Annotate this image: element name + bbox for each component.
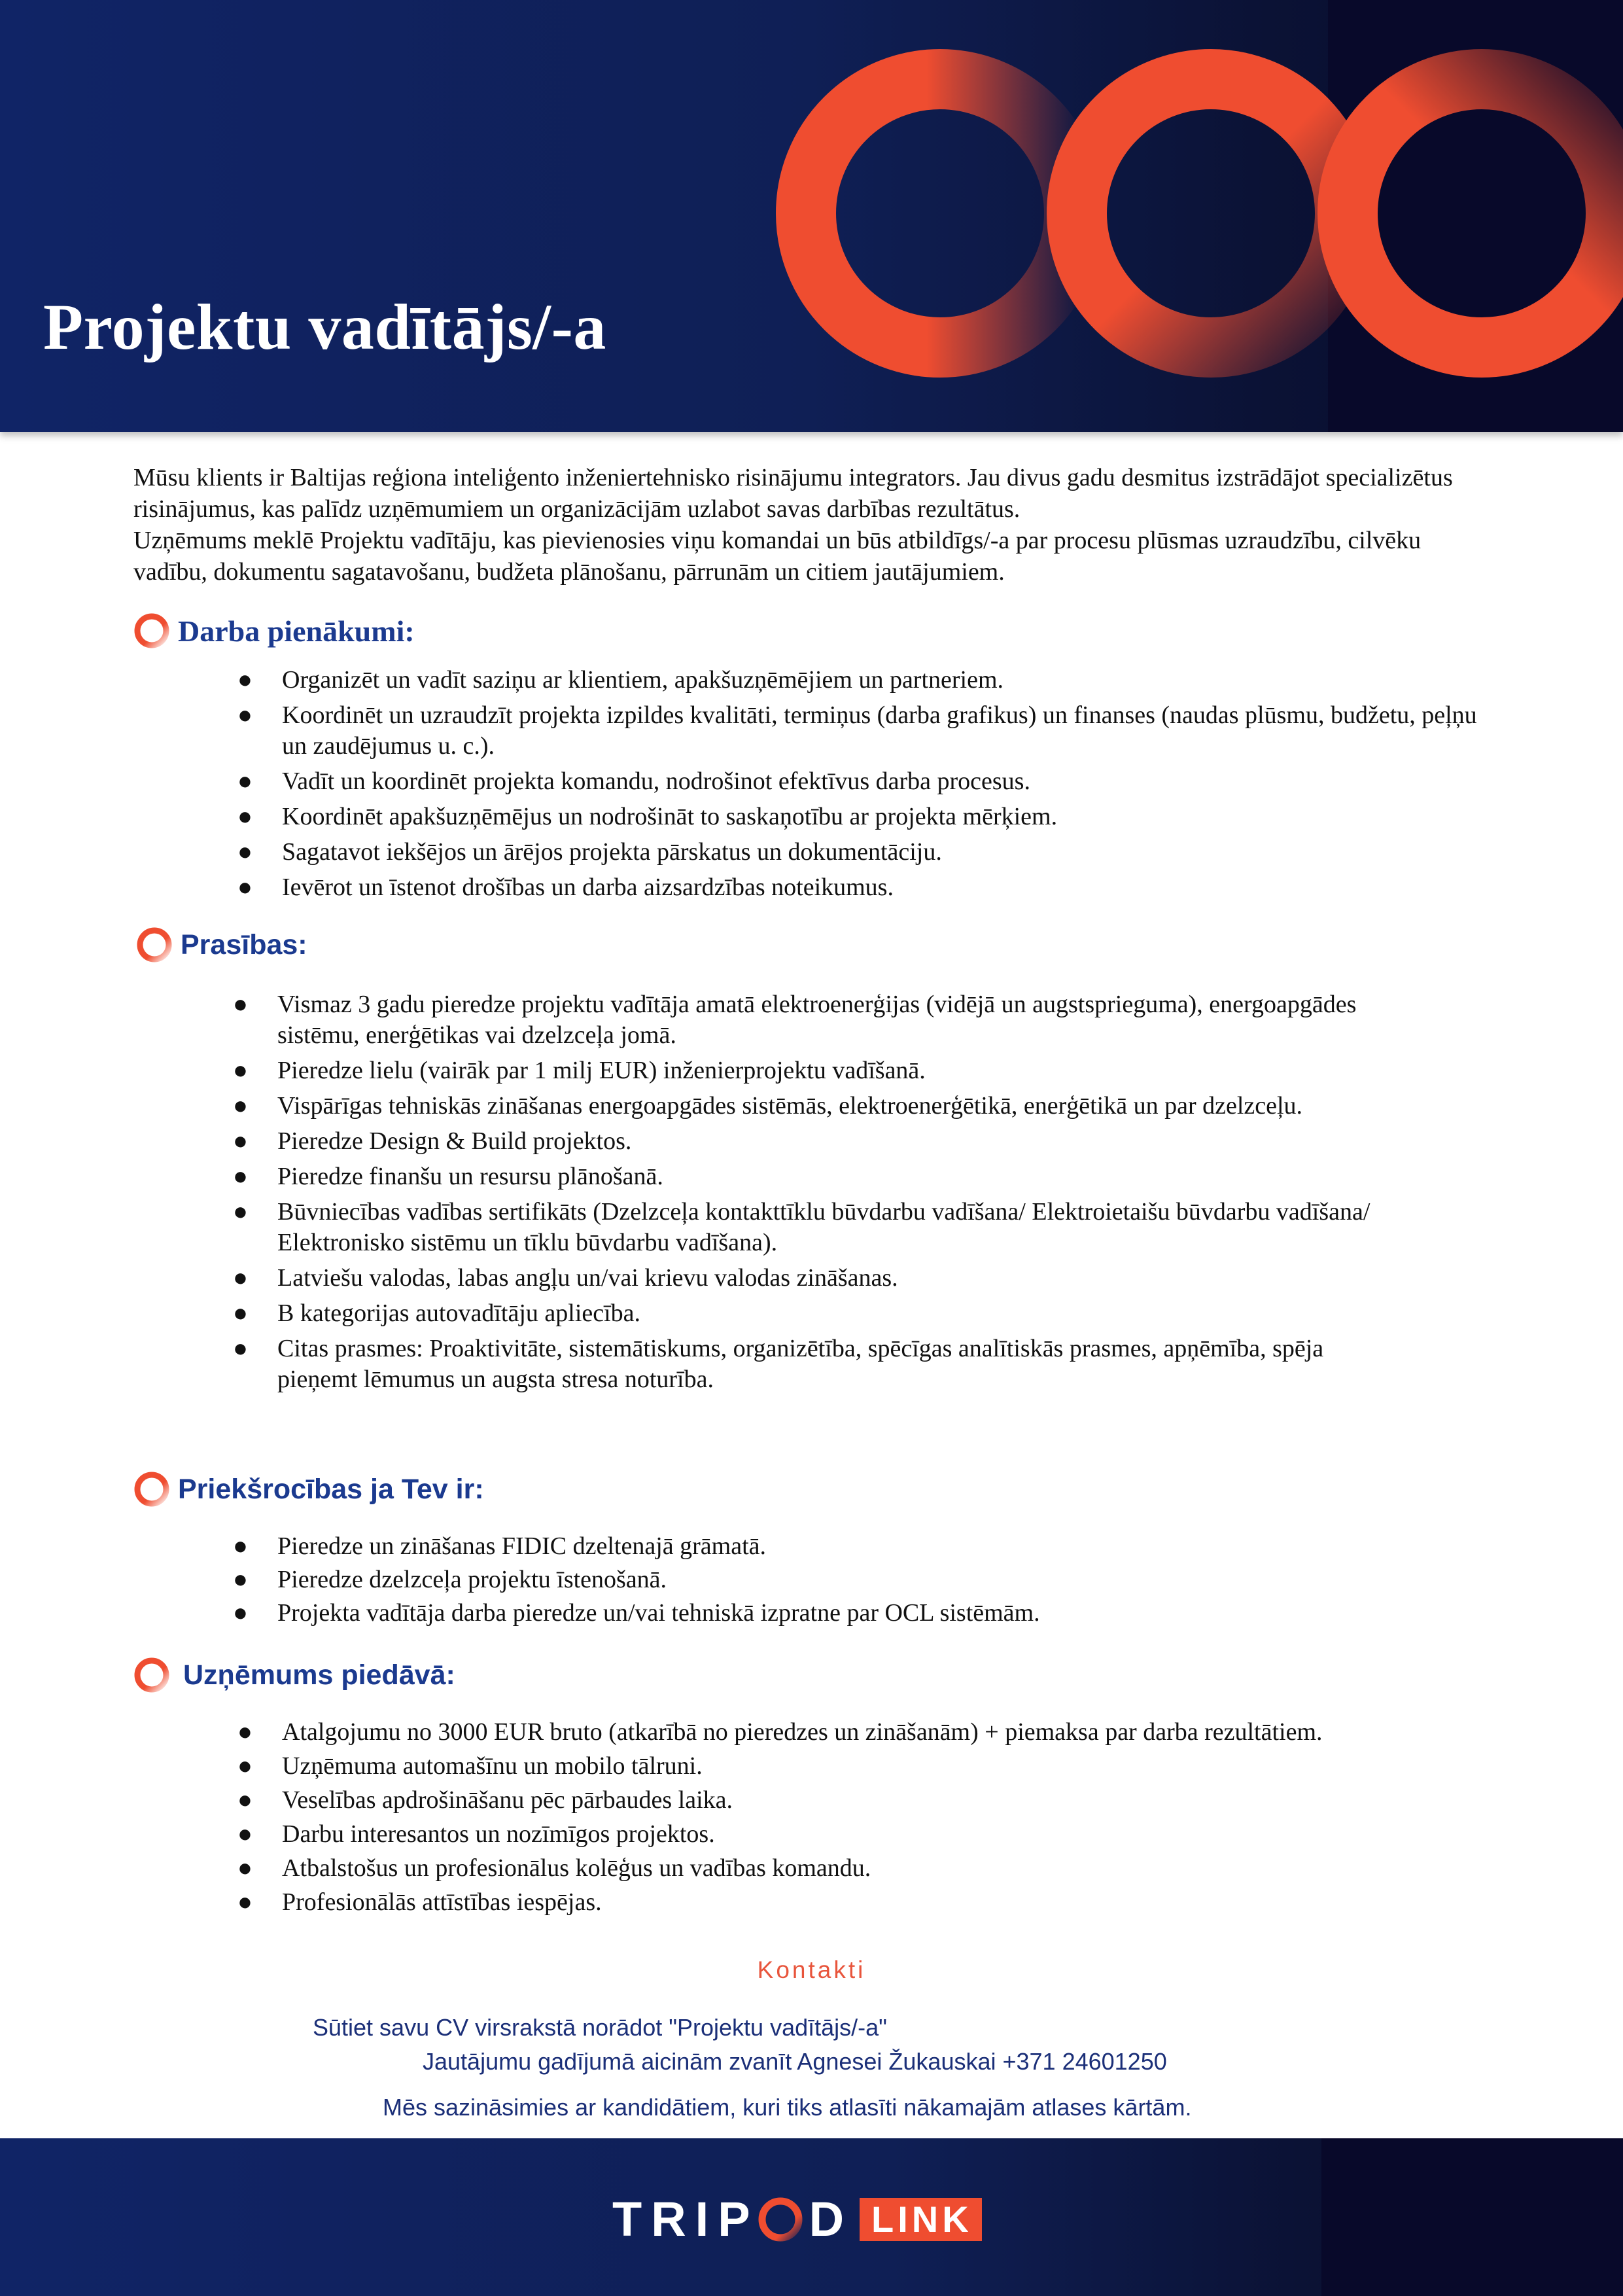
list-item: ● Darbu interesantos un nozīmīgos projektos.	[282, 1819, 1492, 1850]
bullet-icon: ●	[237, 1820, 253, 1848]
list-item: ● Latviešu valodas, labas angļu un/vai krievu valodas zināšanas.	[277, 1263, 1389, 1294]
section-offer-heading	[131, 1654, 455, 1696]
bullet-icon: ●	[237, 874, 253, 901]
intro-paragraph-1: Mūsu klients ir Baltijas reģiona inteliģento inženiertehnisko risinājumu integrators. Jau divus gadu desmitus izstrādājot specializētus risinājumus, kas palīdz uzņēmumiem un organizācijām uzlabot savas darbības rezultātus.	[133, 464, 1453, 523]
intro-text	[133, 462, 1481, 588]
ring-icon	[133, 924, 175, 966]
company-logo	[612, 2192, 982, 2246]
ring-right	[1348, 79, 1616, 347]
list-item: ● Būvniecības vadības sertifikāts (Dzelzceļa kontakttīklu būvdarbu vadīšana/ Elektroietaišu būvdarbu vadīšana/ Elektronisko sistēmu un tīklu būvdarbu vadīšana).	[233, 1198, 1370, 1256]
contacts-label: Kontakti	[757, 1956, 866, 1983]
list-item: ● Organizēt un vadīt saziņu ar klientiem, apakšuzņēmējiem un partneriem.	[282, 665, 1479, 696]
list-item: ● Pieredze Design & Build projektos.	[277, 1126, 1389, 1157]
logo-text-right: D	[809, 2192, 854, 2246]
rings-graphic	[0, 0, 1623, 432]
footer-dark-panel	[1321, 2138, 1623, 2296]
bullet-icon: ●	[233, 1532, 248, 1560]
section-requirements-heading	[133, 924, 307, 966]
list-item: ● Uzņēmuma automašīnu un mobilo tālruni.	[282, 1751, 1492, 1782]
bullet-icon: ●	[237, 1854, 253, 1882]
section-duties-title: Darba pienākumi:	[178, 614, 415, 648]
list-item: ● Vismaz 3 gadu pieredze projektu vadītāja amatā elektroenerģijas (vidējā un augstsprieguma), energoapgādes sistēmu, enerģētikas vai dzelzceļa jomā.	[233, 991, 1357, 1049]
section-duties-heading	[131, 610, 415, 652]
bullet-icon: ●	[237, 1888, 253, 1916]
bullet-icon: ●	[237, 1718, 253, 1746]
list-item: ● Veselības apdrošināšanu pēc pārbaudes laika.	[282, 1785, 1492, 1816]
section-advantages-heading	[131, 1468, 484, 1510]
logo-badge: LINK	[860, 2198, 982, 2241]
list-item: ● Citas prasmes: Proaktivitāte, sistemātiskums, organizētība, spēcīgas analītiskās prasmes, apņēmība, spēja pieņemt lēmumus un augsta stresa noturība.	[233, 1335, 1324, 1393]
list-item: ● Pieredze un zināšanas FIDIC dzeltenajā grāmatā.	[277, 1531, 1455, 1562]
contacts-line-1: Sūtiet savu CV virsrakstā norādot "Projektu vadītājs/-a"	[313, 2014, 887, 2041]
list-item: ● Pieredze dzelzceļa projektu īstenošanā.	[277, 1564, 1455, 1595]
offer-list	[237, 1717, 1492, 1921]
section-advantages-title: Priekšrocības ja Tev ir:	[178, 1473, 484, 1505]
bullet-icon: ●	[237, 701, 253, 729]
bullet-icon: ●	[233, 1335, 248, 1362]
logo-text-left: TRIP	[612, 2192, 759, 2246]
ring-icon	[131, 1654, 173, 1696]
bullet-icon: ●	[233, 1264, 248, 1292]
logo-ring-icon	[756, 2195, 805, 2244]
bullet-icon: ●	[233, 1057, 248, 1084]
bullet-icon: ●	[237, 1786, 253, 1814]
list-item: ● Ievērot un īstenot drošības un darba aizsardzības noteikumus.	[282, 872, 1479, 903]
list-item: ● Profesionālās attīstības iespējas.	[282, 1887, 1492, 1918]
bullet-icon: ●	[233, 1566, 248, 1593]
list-item: ● Atbalstošus un profesionālus kolēģus un vadības komandu.	[282, 1853, 1492, 1884]
list-item: ● B kategorijas autovadītāju apliecība.	[277, 1298, 1389, 1329]
list-item: ● Pieredze finanšu un resursu plānošanā.	[277, 1161, 1389, 1192]
ring-middle	[1077, 79, 1345, 347]
ring-left	[806, 79, 1074, 347]
job-title: Projektu vadītājs/-a	[43, 291, 606, 363]
list-item: ● Vispārīgas tehniskās zināšanas energoapgādes sistēmās, elektroenerģētikā, enerģētikā un par dzelzceļu.	[277, 1091, 1389, 1122]
header-banner	[0, 0, 1623, 432]
bullet-icon: ●	[237, 1752, 253, 1780]
bullet-icon: ●	[233, 1092, 248, 1120]
list-item: ● Vadīt un koordinēt projekta komandu, nodrošinot efektīvus darba procesus.	[282, 766, 1479, 797]
bullet-icon: ●	[237, 838, 253, 866]
section-offer-title: Uzņēmums piedāvā:	[183, 1659, 455, 1691]
duties-list	[237, 665, 1479, 908]
intro-paragraph-2: Uzņēmums meklē Projektu vadītāju, kas pievienosies viņu komandai un būs atbildīgs/-a par procesu plūsmas uzraudzību, cilvēku vadību, dokumentu sagatavošanu, budžeta plānošanu, pārrunām un citiem jautājumiem.	[133, 527, 1422, 586]
bullet-icon: ●	[237, 768, 253, 795]
bullet-icon: ●	[233, 1127, 248, 1155]
bullet-icon: ●	[233, 1599, 248, 1627]
list-item: ● Pieredze lielu (vairāk par 1 milj EUR) inženierprojektu vadīšanā.	[277, 1055, 1389, 1086]
bullet-icon: ●	[233, 1198, 248, 1226]
list-item: ● Projekta vadītāja darba pieredze un/vai tehniskā izpratne par OCL sistēmām.	[277, 1598, 1455, 1629]
bullet-icon: ●	[237, 803, 253, 830]
advantages-list	[233, 1531, 1455, 1631]
list-item: ● Sagatavot iekšējos un ārējos projekta pārskatus un dokumentāciju.	[282, 837, 1479, 868]
list-item: ● Atalgojumu no 3000 EUR bruto (atkarībā no pieredzes un zināšanām) + piemaksa par darba rezultātiem.	[282, 1717, 1492, 1748]
bullet-icon: ●	[237, 666, 253, 694]
contacts-line-2: Jautājumu gadījumā aicinām zvanīt Agnesei Žukauskai +371 24601250	[423, 2048, 1167, 2075]
requirements-list	[233, 989, 1389, 1400]
ring-icon	[131, 610, 173, 652]
list-item: ● Koordinēt apakšuzņēmējus un nodrošināt to saskaņotību ar projekta mērķiem.	[282, 802, 1479, 832]
contacts-line-3: Mēs sazināsimies ar kandidātiem, kuri tiks atlasīti nākamajām atlases kārtām.	[383, 2094, 1192, 2121]
bullet-icon: ●	[233, 1163, 248, 1190]
list-item: ● Koordinēt un uzraudzīt projekta izpildes kvalitāti, termiņus (darba grafikus) un finanses (naudas plūsmu, budžetu, peļņu un zaudējumus u. c.).	[237, 701, 1477, 760]
bullet-icon: ●	[233, 1299, 248, 1327]
section-requirements-title: Prasības:	[181, 928, 307, 961]
bullet-icon: ●	[233, 991, 248, 1018]
ring-icon	[131, 1468, 173, 1510]
